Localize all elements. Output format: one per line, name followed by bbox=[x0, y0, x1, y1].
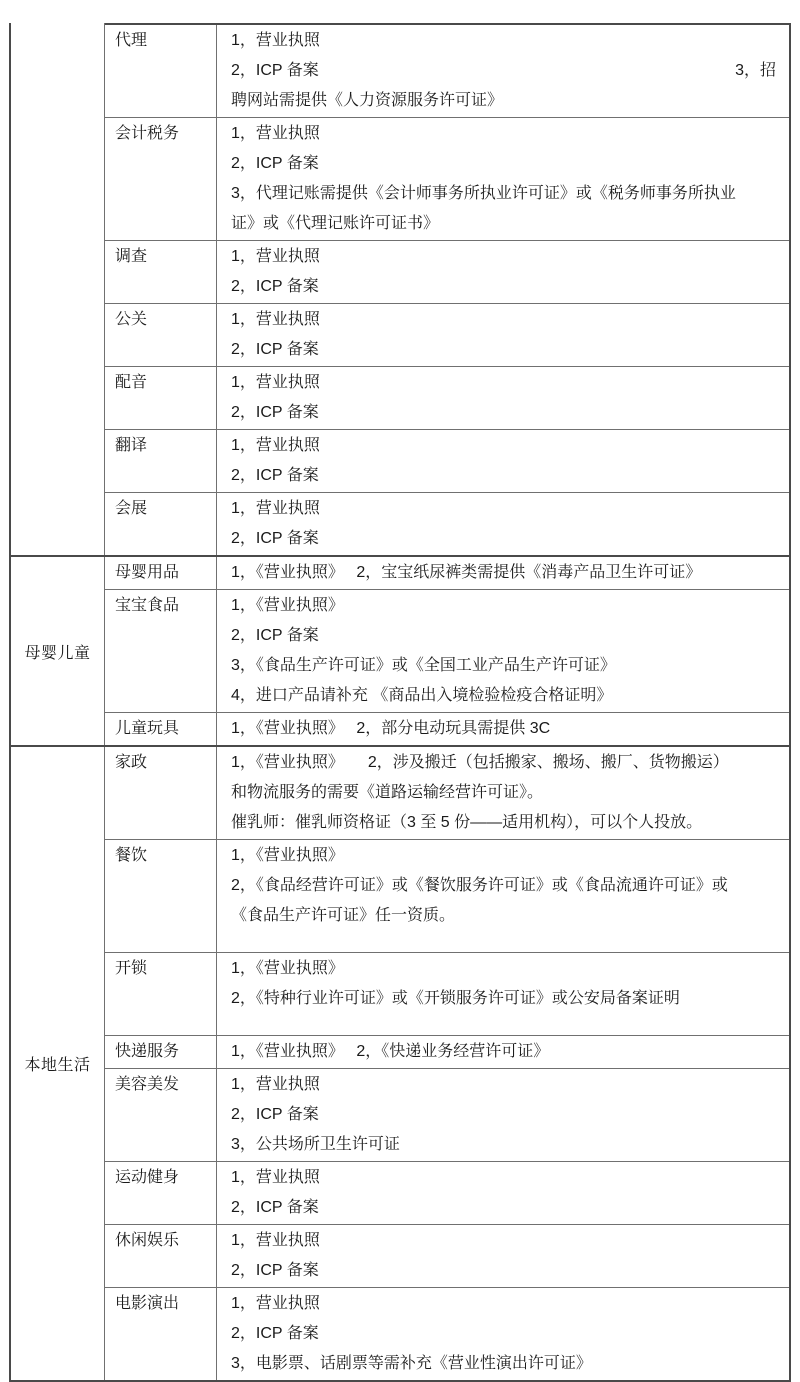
category-cell: 翻译 bbox=[105, 430, 217, 492]
table-row bbox=[105, 839, 789, 952]
requirement-line: 催乳师：催乳师资格证（3 至 5 份——适用机构），可以个人投放。 bbox=[231, 814, 703, 831]
table-row bbox=[105, 303, 789, 366]
requirement-line: 2，ICP 备案 bbox=[231, 1325, 319, 1342]
table-row bbox=[105, 492, 789, 555]
category-cell: 家政 bbox=[105, 747, 217, 839]
requirements-cell bbox=[217, 1225, 789, 1287]
group-label-cell: 本地生活 bbox=[11, 747, 105, 1380]
requirement-line: 2，ICP 备案 bbox=[231, 1262, 319, 1279]
table-row bbox=[105, 1161, 789, 1224]
requirement-line: 2，ICP 备案 bbox=[231, 627, 319, 644]
table-row bbox=[105, 1035, 789, 1068]
requirements-cell bbox=[217, 304, 789, 366]
requirement-line: 2，ICP 备案 bbox=[231, 341, 319, 358]
requirement-line: 1，《营业执照》 2，涉及搬迁（包括搬家、搬场、搬厂、货物搬运） bbox=[231, 754, 729, 771]
requirements-cell bbox=[217, 118, 789, 240]
category-cell: 开锁 bbox=[105, 953, 217, 1035]
requirement-line: 1，营业执照 bbox=[231, 374, 320, 391]
category-cell: 餐饮 bbox=[105, 840, 217, 952]
requirement-line: 1，营业执照 bbox=[231, 500, 320, 517]
requirements-cell bbox=[217, 25, 789, 117]
table-row bbox=[105, 589, 789, 712]
table-row bbox=[105, 366, 789, 429]
table-row bbox=[105, 952, 789, 1035]
requirement-line: 4，进口产品请补充 《商品出入境检验检疫合格证明》 bbox=[231, 687, 613, 704]
requirement-line: 1，《营业执照》 bbox=[231, 847, 344, 864]
requirement-line: 1，《营业执照》 bbox=[231, 960, 344, 977]
category-cell: 快递服务 bbox=[105, 1036, 217, 1068]
requirement-line: 2，ICP 备案 bbox=[231, 1106, 319, 1123]
requirement-line-left: 2，ICP 备案 bbox=[231, 62, 319, 79]
table-section bbox=[11, 23, 789, 555]
requirement-line: 和物流服务的需要《道路运输经营许可证》。 bbox=[231, 784, 544, 801]
requirement-line: 1，《营业执照》 2，宝宝纸尿裤类需提供《消毒产品卫生许可证》 bbox=[231, 564, 702, 581]
table-row bbox=[105, 117, 789, 240]
requirement-line: 2，ICP 备案 bbox=[231, 155, 319, 172]
requirement-line: 2，《食品经营许可证》或《餐饮服务许可证》或《食品流通许可证》或 bbox=[231, 877, 728, 894]
category-cell: 宝宝食品 bbox=[105, 590, 217, 712]
requirement-line: 3，《食品生产许可证》或《全国工业产品生产许可证》 bbox=[231, 657, 616, 674]
requirement-line: 1，营业执照 bbox=[231, 32, 320, 49]
category-cell: 美容美发 bbox=[105, 1069, 217, 1161]
requirement-line: 2，ICP 备案 bbox=[231, 404, 319, 421]
requirements-cell bbox=[217, 557, 789, 589]
requirement-line: 1，《营业执照》 2，部分电动玩具需提供 3C bbox=[231, 720, 551, 737]
requirement-line: 1，营业执照 bbox=[231, 248, 320, 265]
table-row bbox=[105, 25, 789, 117]
category-cell: 配音 bbox=[105, 367, 217, 429]
group-label-cell: 母婴儿童 bbox=[11, 557, 105, 745]
requirements-cell bbox=[217, 493, 789, 555]
requirement-line: 聘网站需提供《人力资源服务许可证》 bbox=[231, 92, 504, 109]
requirements-cell bbox=[217, 241, 789, 303]
requirements-cell bbox=[217, 953, 789, 1035]
requirement-line: 1，营业执照 bbox=[231, 125, 320, 142]
category-cell: 调查 bbox=[105, 241, 217, 303]
requirement-line: 3，电影票、话剧票等需补充《营业性演出许可证》 bbox=[231, 1355, 592, 1372]
requirements-cell bbox=[217, 840, 789, 952]
section-rows bbox=[105, 557, 789, 745]
section-rows bbox=[105, 23, 789, 555]
requirement-line: 1，《营业执照》 bbox=[231, 597, 344, 614]
requirement-line bbox=[231, 1014, 776, 1034]
requirement-line: 1，营业执照 bbox=[231, 1076, 320, 1093]
category-cell: 休闲娱乐 bbox=[105, 1225, 217, 1287]
requirement-line: 证》或《代理记账许可证书》 bbox=[231, 215, 440, 232]
category-cell: 母婴用品 bbox=[105, 557, 217, 589]
table-row bbox=[105, 1287, 789, 1380]
requirement-line: 2，ICP 备案 bbox=[231, 278, 319, 295]
requirement-line: 2，《特种行业许可证》或《开锁服务许可证》或公安局备案证明 bbox=[231, 990, 680, 1007]
category-cell: 公关 bbox=[105, 304, 217, 366]
requirements-cell bbox=[217, 1162, 789, 1224]
category-cell: 电影演出 bbox=[105, 1288, 217, 1380]
section-rows bbox=[105, 747, 789, 1380]
requirements-cell bbox=[217, 1069, 789, 1161]
table-row bbox=[105, 712, 789, 745]
requirement-line: 1，《营业执照》 2，《快递业务经营许可证》 bbox=[231, 1043, 550, 1060]
table-section bbox=[11, 745, 789, 1380]
requirement-line bbox=[231, 931, 776, 951]
requirements-cell bbox=[217, 590, 789, 712]
requirements-cell bbox=[217, 1036, 789, 1068]
requirement-line: 1，营业执照 bbox=[231, 1169, 320, 1186]
requirements-cell bbox=[217, 713, 789, 745]
table-row bbox=[105, 1068, 789, 1161]
requirement-line: 1，营业执照 bbox=[231, 1232, 320, 1249]
requirement-line: 2，ICP 备案 bbox=[231, 467, 319, 484]
requirement-line bbox=[231, 56, 776, 86]
requirement-line: 3，公共场所卫生许可证 bbox=[231, 1136, 400, 1153]
category-cell: 儿童玩具 bbox=[105, 713, 217, 745]
requirement-line: 2，ICP 备案 bbox=[231, 530, 319, 547]
requirement-line: 《食品生产许可证》任一资质。 bbox=[231, 907, 456, 924]
category-cell: 会计税务 bbox=[105, 118, 217, 240]
table-section bbox=[11, 555, 789, 745]
category-cell: 会展 bbox=[105, 493, 217, 555]
table-row bbox=[105, 557, 789, 589]
requirement-line-right: 3，招 bbox=[735, 62, 776, 79]
table-row bbox=[105, 747, 789, 839]
requirements-cell bbox=[217, 367, 789, 429]
category-cell: 运动健身 bbox=[105, 1162, 217, 1224]
requirement-line: 3，代理记账需提供《会计师事务所执业许可证》或《税务师事务所执业 bbox=[231, 185, 736, 202]
table-row bbox=[105, 240, 789, 303]
requirements-cell bbox=[217, 430, 789, 492]
requirements-cell bbox=[217, 1288, 789, 1380]
license-requirements-table bbox=[9, 23, 791, 1382]
requirement-line: 1，营业执照 bbox=[231, 1295, 320, 1312]
requirement-line: 2，ICP 备案 bbox=[231, 1199, 319, 1216]
group-label-cell bbox=[11, 23, 105, 555]
requirements-cell bbox=[217, 747, 789, 839]
table-row bbox=[105, 1224, 789, 1287]
category-cell: 代理 bbox=[105, 25, 217, 117]
requirement-line: 1，营业执照 bbox=[231, 437, 320, 454]
table-row bbox=[105, 429, 789, 492]
requirement-line: 1，营业执照 bbox=[231, 311, 320, 328]
